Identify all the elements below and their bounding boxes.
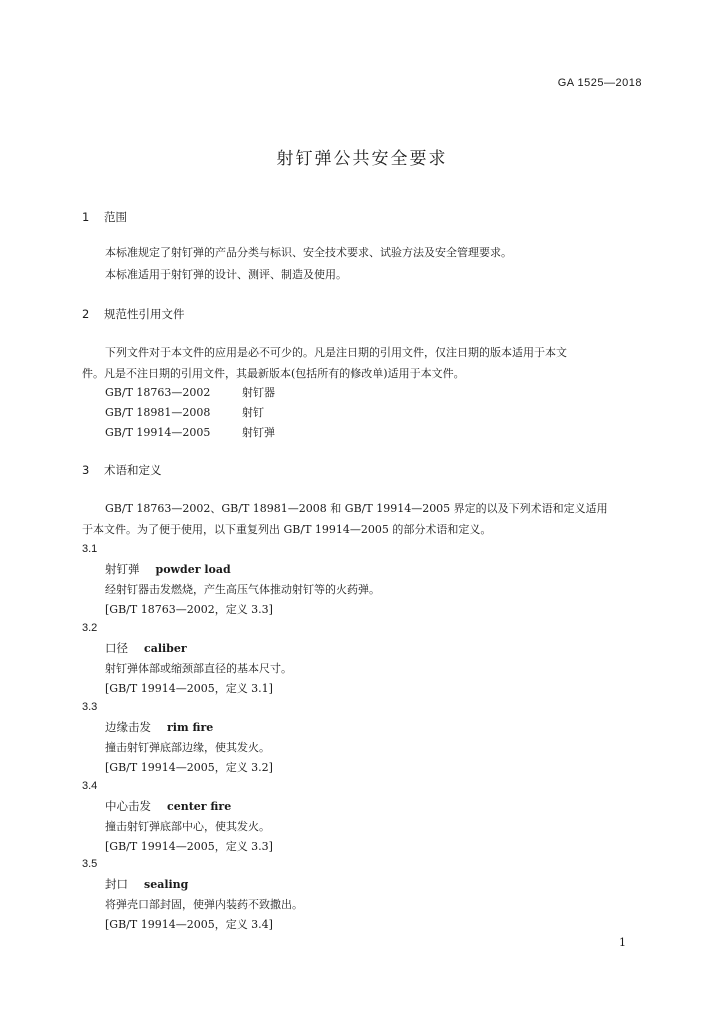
reference-code: GB/T 18981—2008 — [105, 406, 211, 419]
clause-number: 3.2 — [82, 622, 98, 634]
term-entry — [105, 640, 187, 656]
section-number: 2 — [82, 307, 90, 321]
paragraph-line: 件。凡是不注日期的引用文件，其最新版本(包括所有的修改单)适用于本文件。 — [82, 367, 465, 380]
term-entry — [105, 561, 231, 577]
paragraph-line: 于本文件。为了便于使用，以下重复列出 GB/T 19914—2005 的部分术语和定义。 — [82, 523, 492, 536]
section-title: 术语和定义 — [104, 463, 162, 477]
term-definition: 经射钉器击发燃烧，产生高压气体推动射钉等的火药弹。 — [105, 583, 380, 596]
term-entry — [105, 798, 231, 814]
paragraph-line: GB/T 18763—2002、GB/T 18981—2008 和 GB/T 19914—2005 界定的以及下列术语和定义适用 — [105, 502, 608, 515]
section-title: 规范性引用文件 — [104, 307, 185, 321]
section-number: 3 — [82, 463, 90, 477]
term-source: [GB/T 19914—2005，定义 3.3] — [105, 840, 273, 853]
term-english: powder load — [155, 563, 231, 576]
reference-code: GB/T 19914—2005 — [105, 426, 211, 439]
paragraph: 本标准规定了射钉弹的产品分类与标识、安全技术要求、试验方法及安全管理要求。 — [105, 246, 512, 259]
document-title: 射钉弹公共安全要求 — [276, 149, 448, 169]
section-1-heading — [82, 209, 127, 225]
term-source: [GB/T 19914—2005，定义 3.1] — [105, 682, 273, 695]
term-chinese: 边缘击发 — [105, 720, 151, 734]
term-definition: 将弹壳口部封固，使弹内装药不致撒出。 — [105, 898, 303, 911]
reference-name: 射钉弹 — [242, 426, 275, 439]
reference-name: 射钉器 — [242, 386, 275, 399]
term-english: center fire — [167, 800, 232, 813]
clause-number: 3.3 — [82, 701, 98, 713]
section-number: 1 — [82, 210, 90, 224]
term-entry — [105, 719, 213, 735]
clause-number: 3.1 — [82, 543, 98, 555]
clause-number: 3.4 — [82, 780, 98, 792]
term-definition: 撞击射钉弹底部中心，使其发火。 — [105, 820, 270, 833]
paragraph-line: 下列文件对于本文件的应用是必不可少的。凡是注日期的引用文件，仅注日期的版本适用于本文 — [105, 346, 567, 359]
term-entry — [105, 876, 188, 892]
clause-number: 3.5 — [82, 858, 98, 870]
reference-code: GB/T 18763—2002 — [105, 386, 211, 399]
section-2-heading — [82, 306, 185, 322]
normative-reference — [105, 404, 264, 420]
term-chinese: 封口 — [105, 877, 128, 891]
term-source: [GB/T 19914—2005，定义 3.4] — [105, 918, 273, 931]
term-english: rim fire — [167, 721, 214, 734]
term-source: [GB/T 19914—2005，定义 3.2] — [105, 761, 273, 774]
page-number: 1 — [619, 936, 626, 949]
term-english: sealing — [144, 878, 189, 891]
standard-number: GA 1525—2018 — [557, 77, 642, 89]
term-chinese: 口径 — [105, 641, 128, 655]
term-chinese: 射钉弹 — [105, 562, 140, 576]
term-definition: 射钉弹体部或缩颈部直径的基本尺寸。 — [105, 662, 292, 675]
paragraph: 本标准适用于射钉弹的设计、测评、制造及使用。 — [105, 268, 347, 281]
normative-reference — [105, 384, 275, 400]
section-3-heading — [82, 462, 162, 478]
term-english: caliber — [144, 642, 187, 655]
section-title: 范围 — [104, 210, 127, 224]
normative-reference — [105, 424, 275, 440]
term-chinese: 中心击发 — [105, 799, 151, 813]
term-source: [GB/T 18763—2002，定义 3.3] — [105, 603, 273, 616]
term-definition: 撞击射钉弹底部边缘，使其发火。 — [105, 741, 270, 754]
reference-name: 射钉 — [242, 406, 264, 419]
